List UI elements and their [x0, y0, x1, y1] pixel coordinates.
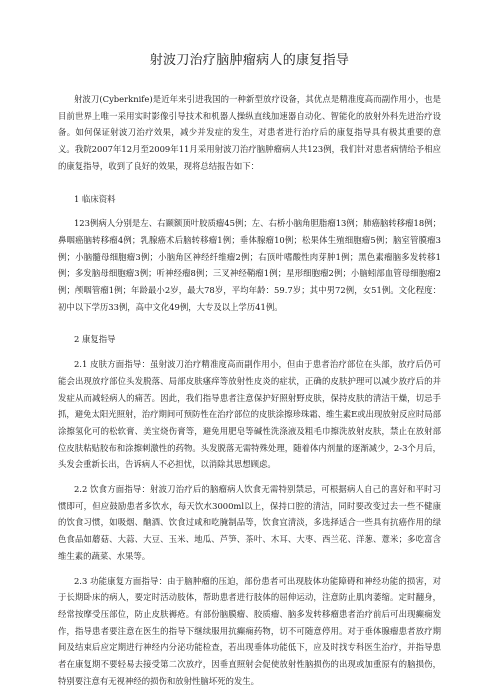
intro-paragraph: 射波刀(Cyberknife)是近年来引进我国的一种新型放疗设备，其优点是精准度高而副作用小，也是目前世界上唯一采用实时影像引导技术和机器人操纵直线加速器自动化、智能化的放射外科先进治疗设备。如何保证射波刀治疗效果，减少并发症的发生，对患者进行治疗后的康复指导具有极其重要的意义。我院2007年12月至2009年11月采用射波刀治疗脑肿瘤病人共123例，我们针对患者病情给予相应的康复指导，收到了良好的效果，现将总结报告如下：	[58, 94, 441, 171]
skin-guidance-paragraph: 2.1 皮肤方面指导：虽射波刀治疗精准度高而副作用小，但由于患者治疗部位在头部，放疗后仍可能会出现放疗部位头发脱落、局部皮肤瘙痒等放射性皮炎的症状，正确的皮肤护理可以减少放疗后的并发症从而减轻病人的痛苦。因此，我们指导患者注意保护好照射野皮肤，保持皮肤的清洁干燥，切忌手抓，避免太阳光照射，治疗期间可预防性在治疗部位的皮肤涂擦珍珠霜、维生素E或出现放射反应时局部涂擦氢化可的松软膏、美宝烧伤膏等，避免用肥皂等碱性洗涤液及粗毛巾擦洗放射皮肤，禁止在放射部位皮肤粘贴胶布和涂擦刺激性的药物。头发脱落无需特殊处理，随着体内剂量的逐渐减少，2-3个月后，头发会重新长出，告诉病人不必担忧，以消除其思想顾虑。	[58, 359, 441, 470]
section-heading-rehab: 2 康复指导	[73, 334, 116, 345]
clinical-data-paragraph: 123例病人分别是左、右颞额顶叶胶质瘤45例；左、右桥小脑角胆脂瘤13例；肺癌脑转移瘤18例；鼻咽癌脑转移瘤4例；乳腺癌术后脑转移瘤1例；垂体腺瘤10例；松果体生殖细胞瘤5例；脑室管膜瘤3例；小脑髓母细胞瘤3例；小脑角区神经纤维瘤2例；右顶叶嗜酸性肉芽肿1例；黑色素瘤脑多发转移1例；多发脑母细胞瘤3例；听神经瘤8例；三叉神经鞘瘤1例；星形细胞瘤2例；小脑蚓部血管母细胞瘤2例；颅咽管瘤1例；年龄最小2岁，最大78岁，平均年龄：59.7岁；其中男72例，女51例。文化程度：初中以下学历33例，高中文化49例，大专及以上学历41例。	[58, 218, 441, 312]
document-body	[58, 91, 441, 690]
function-guidance-paragraph: 2.3 功能康复方面指导：由于脑肿瘤的压迫，部份患者可出现肢体功能障碍和神经功能的损害，对于长期卧床的病人，要定时活动肢体，帮助患者进行肢体的屈伸运动，注意防止肌肉萎缩。定时翻身，经常按摩受压部位，防止皮肤褥疮。有部份脑膜瘤、胶质瘤、脑多发转移瘤患者治疗前后可出现癫痫发作，指导患者要注意在医生的指导下继续服用抗癫痫药物，切不可随意停用。对于垂体腺瘤患者放疗期间及结束后应定期进行神经内分泌功能检查，若出现垂体功能低下，应及时找专科医生治疗，并指导患者在康复期不要轻易去接受第二次放疗，因垂直照射会促使放射性脑损伤的出现或加重原有的脑损伤，特别要注意有无视神经的损伤和放射性脑坏死的发生。	[58, 575, 441, 686]
page-title: 射波刀治疗脑肿瘤病人的康复指导	[149, 53, 350, 68]
section-heading-clinical: 1 临床资料	[73, 193, 116, 204]
paragraph-gap	[58, 175, 441, 183]
diet-guidance-paragraph: 2.2 饮食方面指导：射波刀治疗后的脑瘤病人饮食无需特别禁忌，可根据病人自己的喜好和平时习惯即可，但应鼓励患者多饮水，每天饮水3000ml以上，保持口腔的清洁，同时要改变过去一些不健康的饮食习惯，如吸烟、酗酒、饮食过咸和吃腌制品等，饮食宜清淡，多选择适合一些具有抗癌作用的绿色食品如蘑菇、大蒜、大豆、玉米、地瓜、芦笋、茶叶、木耳、大枣、西兰花、洋葱、薏米；多吃富含维生素的蔬菜、水果等。	[58, 484, 441, 561]
paragraph-gap	[58, 315, 441, 323]
document-page	[0, 53, 500, 686]
